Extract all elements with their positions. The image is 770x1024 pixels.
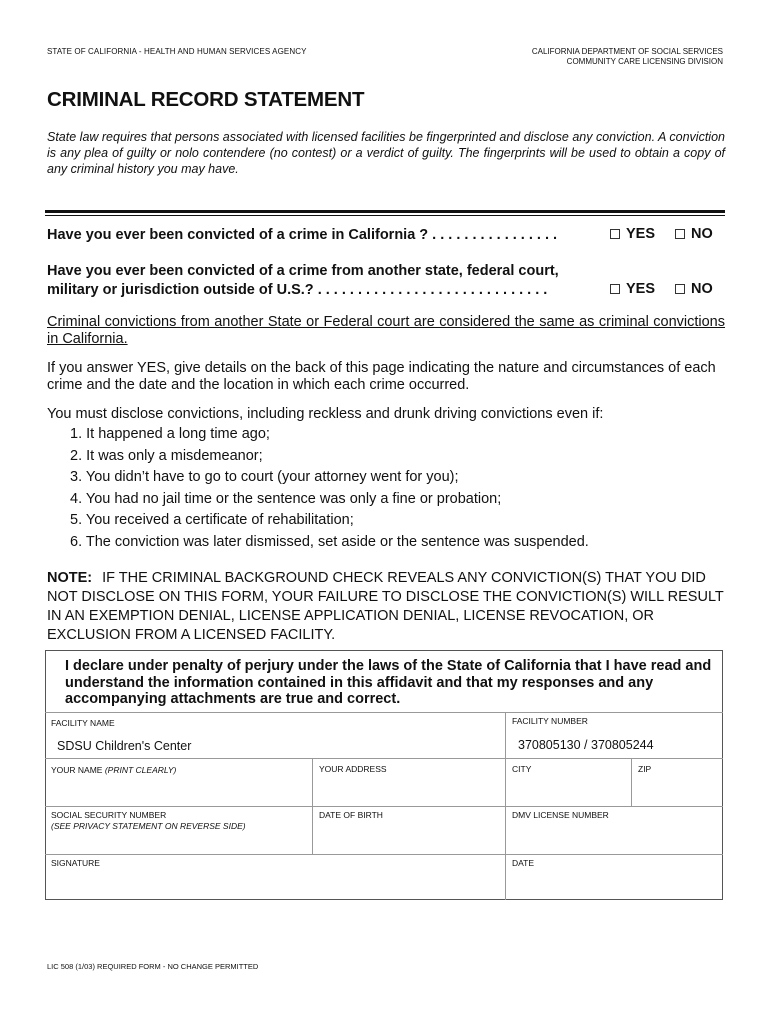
ssn-field[interactable] <box>45 806 312 854</box>
date-label: DATE <box>512 858 535 868</box>
if-yes-instructions: If you answer YES, give details on the back of this page indicating the nature and circumstances of each crime and the date and the location in which each crime occurred. <box>47 360 716 393</box>
q1-no-label: NO <box>691 226 713 242</box>
q2-yes-checkbox[interactable] <box>610 284 620 294</box>
signature-field[interactable] <box>45 854 505 900</box>
disclose-list <box>70 424 589 553</box>
facility-number-value[interactable]: 370805130 / 370805244 <box>518 738 654 752</box>
q1-yes-option[interactable] <box>610 226 655 242</box>
city-label: CITY <box>512 764 532 774</box>
same-as-california-note: Criminal convictions from another State or Federal court are considered the same as criminal convictions in California. <box>47 314 725 347</box>
note-text: IF THE CRIMINAL BACKGROUND CHECK REVEALS ANY CONVICTION(S) THAT YOU DID NOT DISCLOSE ON THIS FORM, YOUR FAILURE TO DISCLOSE THE CONVICTION(S) WILL RESULT IN AN EXEMPTION DENIAL, LICENSE APPLICATION DENIAL, LICENSE REVOCATION, OR EXCLUSION FROM A LICENSED FACILITY. <box>47 570 724 643</box>
facility-number-label: FACILITY NUMBER <box>512 716 588 726</box>
list-item: 3. You didn’t have to go to court (your attorney went for you); <box>70 469 459 485</box>
date-of-birth-field[interactable] <box>312 806 505 854</box>
your-name-field[interactable] <box>45 758 312 806</box>
note-label: NOTE: <box>47 570 93 586</box>
q2-no-label: NO <box>691 281 713 297</box>
date-field[interactable] <box>505 854 723 900</box>
question-out-of-state-line2: military or jurisdiction outside of U.S.? . . . . . . . . . . . . . . . . . . . . . . . . . . . . . <box>47 282 548 298</box>
list-item: 6. The conviction was later dismissed, set aside or the sentence was suspended. <box>70 533 589 550</box>
section-divider-thin <box>45 215 725 216</box>
list-item: 5. You received a certificate of rehabilitation; <box>70 512 354 528</box>
section-divider-thick <box>45 210 725 213</box>
intro-paragraph: State law requires that persons associated with licensed facilities be fingerprinted and disclose any conviction. A conviction is any plea of guilty or nolo contendere (no contest) or a verdict of guilty. The fingerprints will be used to obtain a copy of any criminal history you may have. <box>47 130 725 176</box>
list-item: 4. You had no jail time or the sentence was only a fine or probation; <box>70 490 502 507</box>
q1-yes-label: YES <box>626 226 656 242</box>
dmv-license-label: DMV LICENSE NUMBER <box>512 810 609 820</box>
q1-yes-checkbox[interactable] <box>610 229 620 239</box>
your-address-label: YOUR ADDRESS <box>319 764 387 774</box>
zip-field[interactable] <box>631 758 723 806</box>
q1-no-checkbox[interactable] <box>675 229 685 239</box>
facility-name-cell[interactable] <box>45 712 505 758</box>
ssn-label: SOCIAL SECURITY NUMBER <box>51 810 167 820</box>
list-item: 2. It was only a misdemeanor; <box>70 447 263 464</box>
q2-yes-label: YES <box>626 281 656 297</box>
form-title: CRIMINAL RECORD STATEMENT <box>47 88 365 111</box>
your-name-label-text: YOUR NAME <box>51 765 105 775</box>
warning-note <box>47 569 737 645</box>
facility-name-value[interactable]: SDSU Children's Center <box>57 739 192 753</box>
q2-no-checkbox[interactable] <box>675 284 685 294</box>
form-footer: LIC 508 (1/03) REQUIRED FORM - NO CHANGE PERMITTED <box>47 962 259 971</box>
ssn-privacy-hint: (SEE PRIVACY STATEMENT ON REVERSE SIDE) <box>51 821 246 831</box>
list-item: 1. It happened a long time ago; <box>70 426 270 442</box>
q2-yes-option[interactable] <box>610 281 655 297</box>
your-name-label <box>51 765 176 776</box>
department-header <box>532 47 723 67</box>
print-clearly-hint: (PRINT CLEARLY) <box>104 765 177 775</box>
zip-label: ZIP <box>638 764 652 774</box>
disclose-intro: You must disclose convictions, including reckless and drunk driving convictions even if: <box>47 406 604 422</box>
agency-header: STATE OF CALIFORNIA - HEALTH AND HUMAN SERVICES AGENCY <box>47 47 307 56</box>
q1-no-option[interactable] <box>675 226 713 242</box>
question-california-text: Have you ever been convicted of a crime in California ? . . . . . . . . . . . . . . . . <box>47 227 558 243</box>
date-of-birth-label: DATE OF BIRTH <box>319 810 383 820</box>
dmv-license-field[interactable] <box>505 806 723 854</box>
facility-name-label: FACILITY NAME <box>51 718 115 728</box>
question-out-of-state <box>47 262 559 300</box>
declaration-text: I declare under penalty of perjury under the laws of the State of California that I have read and understand the information contained in this affidavit and that my responses and any accompanying attachments are true and correct. <box>65 658 712 707</box>
q2-no-option[interactable] <box>675 281 713 297</box>
signature-label: SIGNATURE <box>51 858 100 868</box>
division-name: COMMUNITY CARE LICENSING DIVISION <box>566 57 723 66</box>
city-field[interactable] <box>505 758 631 806</box>
your-address-field[interactable] <box>312 758 505 806</box>
question-out-of-state-line1: Have you ever been convicted of a crime from another state, federal court, <box>47 263 559 279</box>
question-california <box>47 226 557 245</box>
facility-number-cell[interactable] <box>505 712 723 758</box>
department-name: CALIFORNIA DEPARTMENT OF SOCIAL SERVICES <box>531 47 723 56</box>
